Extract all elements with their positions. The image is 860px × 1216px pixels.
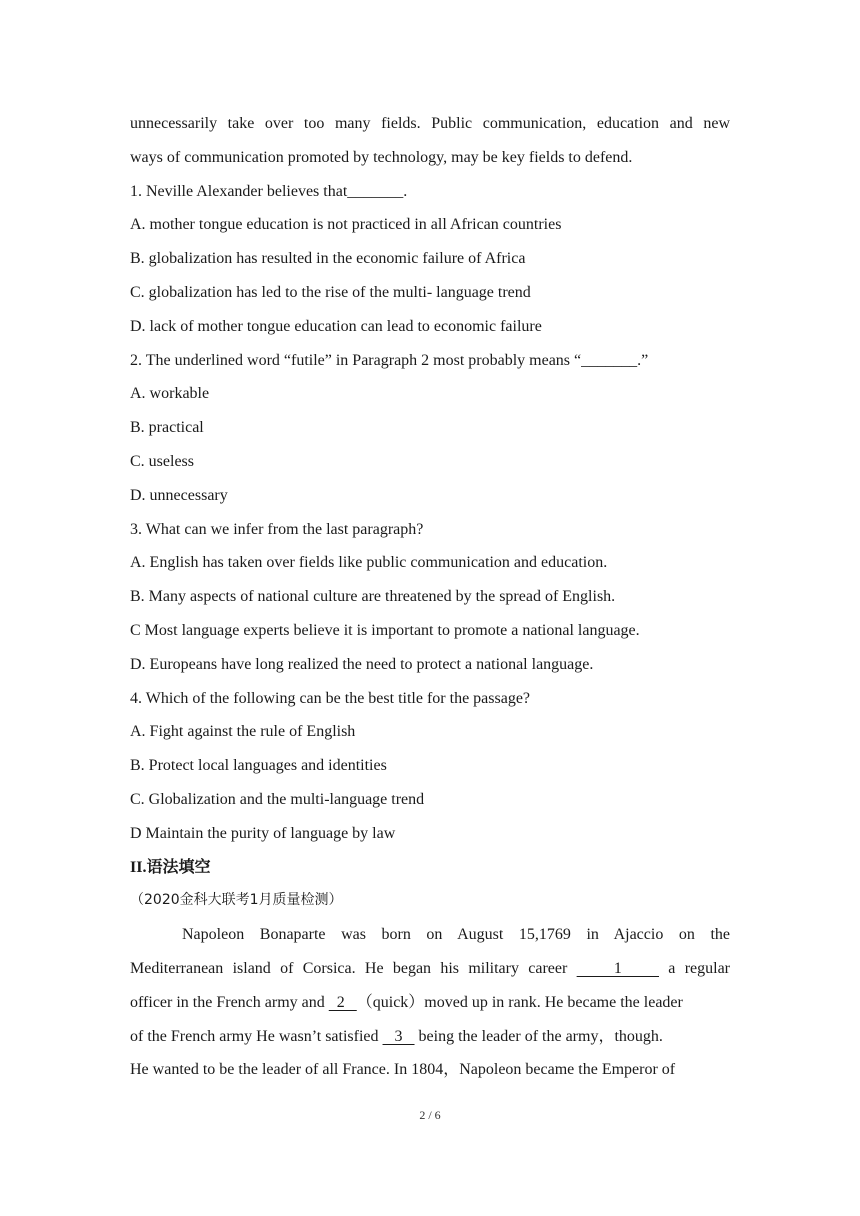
- question-1-option-b: B. globalization has resulted in the economic failure of Africa: [130, 250, 526, 268]
- question-3-option-b: B. Many aspects of national culture are threatened by the spread of English.: [130, 588, 616, 606]
- question-4-option-c: C. Globalization and the multi-language trend: [130, 790, 425, 808]
- section-source: （2020金科大联考1月质量检测）: [130, 892, 343, 909]
- page-number: 2 / 6: [419, 1108, 441, 1122]
- passage-line-3: [130, 986, 730, 1020]
- question-1-option-d: D. lack of mother tongue education can lead to economic failure: [130, 317, 542, 335]
- passage-text: officer in the French army and: [130, 993, 325, 1011]
- question-2-option-b: B. practical: [130, 419, 204, 437]
- passage-text: Mediterranean island of Corsica. He began his military career: [130, 959, 568, 977]
- question-1-stem: 1. Neville Alexander believes that_______.: [130, 182, 408, 200]
- section-heading: II.语法填空: [130, 858, 211, 876]
- passage-line-5: He wanted to be the leader of all France. In 1804，Napoleon became the Emperor of: [130, 1061, 676, 1079]
- passage-line-4: [130, 1020, 730, 1054]
- question-3-option-a: A. English has taken over fields like public communication and education.: [130, 554, 608, 572]
- blank-3: 3: [382, 1027, 415, 1045]
- blank-1: 1: [576, 959, 659, 977]
- question-2-option-c: C. useless: [130, 452, 194, 470]
- passage-text: of the French army He wasn’t satisfied: [130, 1027, 379, 1045]
- passage-text-line: unnecessarily take over too many fields. Public communication, education and new: [130, 115, 730, 132]
- passage-text: （quick）moved up in rank. He became the leader: [356, 993, 683, 1011]
- question-4-option-a: A. Fight against the rule of English: [130, 723, 356, 741]
- question-4-option-d: D Maintain the purity of language by law: [130, 824, 396, 842]
- question-2-stem: 2. The underlined word “futile” in Paragraph 2 most probably means “_______.”: [130, 351, 649, 369]
- passage-line-1: Napoleon Bonaparte was born on August 15,1769 in Ajaccio on the: [182, 926, 730, 944]
- question-2-option-a: A. workable: [130, 385, 210, 403]
- question-3-option-c: C Most language experts believe it is important to promote a national language.: [130, 621, 640, 639]
- question-2-option-d: D. unnecessary: [130, 486, 228, 504]
- question-4-stem: 4. Which of the following can be the best title for the passage?: [130, 689, 531, 707]
- question-3-stem: 3. What can we infer from the last paragraph?: [130, 520, 424, 538]
- question-1-option-a: A. mother tongue education is not practiced in all African countries: [130, 216, 562, 234]
- question-1-option-c: C. globalization has led to the rise of the multi- language trend: [130, 283, 531, 301]
- document-page: [130, 107, 730, 1087]
- question-3-option-d: D. Europeans have long realized the need to protect a national language.: [130, 655, 594, 673]
- passage-text-line: ways of communication promoted by technology, may be key fields to defend.: [130, 148, 633, 166]
- passage-text: a regular: [668, 959, 730, 977]
- question-4-option-b: B. Protect local languages and identities: [130, 757, 387, 775]
- passage-text: being the leader of the army，though.: [418, 1027, 663, 1045]
- blank-2: 2: [328, 993, 357, 1011]
- passage-line-2: [130, 952, 730, 986]
